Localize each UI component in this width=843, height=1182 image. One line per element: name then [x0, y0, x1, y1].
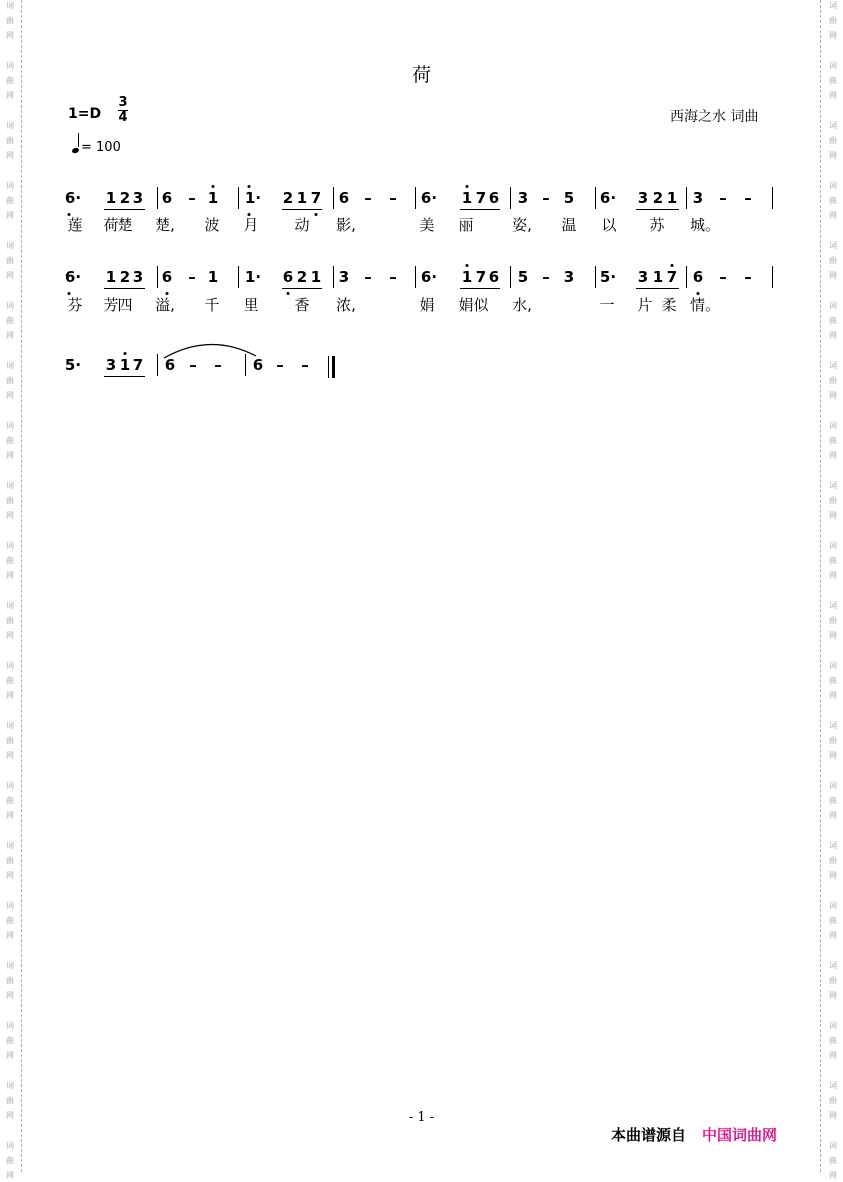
- lyric-char: 姿,: [512, 216, 532, 234]
- note: 2: [282, 189, 294, 207]
- watermark-char: 网: [6, 151, 14, 160]
- beam-underline: [460, 288, 500, 289]
- watermark-char: 网: [829, 331, 837, 340]
- watermark-char: 曲: [6, 256, 14, 265]
- lyric-char: 溢,: [155, 296, 175, 314]
- note: 1: [119, 356, 131, 374]
- note: 5: [563, 189, 575, 207]
- note: 1: [105, 268, 117, 286]
- barline: [772, 266, 773, 288]
- watermark-char: 网: [829, 811, 837, 820]
- note: 1: [207, 268, 219, 286]
- lyric-char: 莲: [67, 216, 83, 234]
- lyric-char: 娟: [458, 296, 474, 314]
- barline: [157, 187, 158, 209]
- watermark-char: 词: [6, 601, 14, 610]
- watermark-char: 词: [829, 1021, 837, 1030]
- watermark-char: 词: [6, 841, 14, 850]
- watermark-char: 曲: [829, 856, 837, 865]
- watermark-char: 网: [829, 571, 837, 580]
- watermark-char: 曲: [829, 736, 837, 745]
- note: 1: [666, 189, 678, 207]
- watermark-char: 曲: [6, 136, 14, 145]
- watermark-char: 曲: [6, 1156, 14, 1165]
- watermark-char: 词: [6, 421, 14, 430]
- watermark-char: 词: [6, 61, 14, 70]
- note: 6: [161, 189, 173, 207]
- note: –: [214, 356, 222, 374]
- lyric-char: 四: [117, 296, 133, 314]
- barline: [415, 187, 416, 209]
- watermark-char: 词: [829, 601, 837, 610]
- lyric-char: 香: [294, 296, 310, 314]
- note: 3: [563, 268, 575, 286]
- watermark-char: 曲: [6, 16, 14, 25]
- note: –: [364, 268, 372, 286]
- watermark-char: 曲: [6, 976, 14, 985]
- watermark-char: 词: [6, 1141, 14, 1150]
- watermark-char: 词: [829, 841, 837, 850]
- note: 3: [637, 189, 649, 207]
- watermark-char: 网: [6, 631, 14, 640]
- octave-high-dot: [466, 185, 469, 188]
- octave-high-dot: [212, 185, 215, 188]
- watermark-char: 网: [6, 391, 14, 400]
- watermark-char: 曲: [6, 556, 14, 565]
- watermark-char: 曲: [829, 616, 837, 625]
- watermark-char: 网: [6, 91, 14, 100]
- watermark-char: 曲: [829, 316, 837, 325]
- lyric-char: 柔: [661, 296, 677, 314]
- barline: [238, 187, 239, 209]
- note: 7: [475, 189, 487, 207]
- watermark-char: 网: [829, 91, 837, 100]
- watermark-char: 词: [6, 361, 14, 370]
- lyric-char: 以: [601, 216, 617, 234]
- lyric-char: 城。: [689, 216, 721, 234]
- barline: [157, 354, 158, 376]
- note: 5·: [64, 356, 82, 374]
- lyric-char: 浓,: [336, 296, 356, 314]
- lyric-char: 千: [204, 296, 220, 314]
- watermark-char: 词: [6, 1021, 14, 1030]
- source-credit: [611, 1124, 777, 1145]
- watermark-char: 曲: [6, 376, 14, 385]
- watermark-char: 曲: [829, 1096, 837, 1105]
- note: 6: [282, 268, 294, 286]
- watermark-char: 曲: [829, 436, 837, 445]
- note: 5·: [599, 268, 617, 286]
- watermark-char: 曲: [6, 676, 14, 685]
- watermark-char: 词: [6, 901, 14, 910]
- watermark-char: 网: [829, 511, 837, 520]
- note: 5: [517, 268, 529, 286]
- note: 1·: [244, 189, 262, 207]
- beam-underline: [104, 288, 145, 289]
- note: –: [188, 189, 196, 207]
- barline: [238, 266, 239, 288]
- time-signature: [117, 96, 129, 125]
- note: 3: [105, 356, 117, 374]
- watermark-char: 网: [6, 691, 14, 700]
- watermark-char: 网: [6, 511, 14, 520]
- watermark-char: 网: [829, 1171, 837, 1180]
- watermark-char: 词: [829, 1, 837, 10]
- lyric-char: 楚,: [155, 216, 175, 234]
- note: 1: [652, 268, 664, 286]
- watermark-char: 曲: [829, 916, 837, 925]
- lyric-char: 一: [599, 296, 615, 314]
- watermark-char: 词: [829, 301, 837, 310]
- watermark-char: 曲: [6, 316, 14, 325]
- watermark-char: 词: [829, 961, 837, 970]
- watermark-char: 曲: [829, 136, 837, 145]
- watermark-char: 词: [6, 301, 14, 310]
- note: 3: [637, 268, 649, 286]
- note: –: [301, 356, 309, 374]
- lyric-char: 情。: [689, 296, 721, 314]
- right-margin-line: [820, 0, 821, 1172]
- lyric-char: 月: [243, 216, 259, 234]
- watermark-char: 曲: [829, 16, 837, 25]
- lyric-char: 楚: [117, 216, 133, 234]
- barline: [510, 266, 511, 288]
- note: 6: [488, 268, 500, 286]
- barline: [333, 266, 334, 288]
- note: 1: [207, 189, 219, 207]
- watermark-char: 网: [6, 571, 14, 580]
- note: 3: [338, 268, 350, 286]
- note: 6: [164, 356, 176, 374]
- watermark-char: 网: [829, 631, 837, 640]
- key-signature: 1=D: [68, 106, 102, 122]
- page-number: - 1 -: [408, 1110, 435, 1125]
- watermark-char: 网: [829, 211, 837, 220]
- note: 6: [488, 189, 500, 207]
- watermark-char: 曲: [6, 796, 14, 805]
- note: –: [276, 356, 284, 374]
- barline: [595, 187, 596, 209]
- note: 3: [517, 189, 529, 207]
- watermark-char: 曲: [6, 436, 14, 445]
- note: –: [719, 189, 727, 207]
- barline: [686, 266, 687, 288]
- lyric-char: 波: [204, 216, 220, 234]
- watermark-char: 网: [6, 31, 14, 40]
- watermark-char: 曲: [6, 1096, 14, 1105]
- lyric-char: 片: [637, 296, 653, 314]
- lyric-char: 苏: [649, 216, 665, 234]
- note: 3: [692, 189, 704, 207]
- author-credit: 西海之水 词曲: [670, 109, 759, 125]
- lyric-char: 丽: [458, 216, 474, 234]
- barline: [510, 187, 511, 209]
- lyric-char: 影,: [336, 216, 356, 234]
- lyric-char: 水,: [512, 296, 532, 314]
- beam-underline: [104, 209, 145, 210]
- octave-low-dot: [315, 213, 318, 216]
- beam-underline: [460, 209, 500, 210]
- note: 6: [252, 356, 264, 374]
- beam-underline: [104, 376, 145, 377]
- watermark-char: 词: [6, 1, 14, 10]
- octave-low-dot: [68, 292, 71, 295]
- watermark-char: 网: [6, 751, 14, 760]
- note: 2: [119, 189, 131, 207]
- watermark-char: 词: [6, 721, 14, 730]
- watermark-char: 词: [6, 961, 14, 970]
- watermark-char: 网: [6, 331, 14, 340]
- watermark-char: 曲: [6, 196, 14, 205]
- lyric-char: 芳: [103, 296, 119, 314]
- watermark-char: 词: [6, 481, 14, 490]
- note: 1: [310, 268, 322, 286]
- watermark-char: 网: [6, 871, 14, 880]
- watermark-char: 曲: [829, 1036, 837, 1045]
- barline: [415, 266, 416, 288]
- note: 1·: [244, 268, 262, 286]
- barline: [595, 266, 596, 288]
- watermark-char: 曲: [829, 256, 837, 265]
- octave-high-dot: [124, 352, 127, 355]
- beam-underline: [282, 288, 322, 289]
- watermark-char: 曲: [829, 196, 837, 205]
- watermark-char: 网: [6, 931, 14, 940]
- lyric-char: 似: [473, 296, 489, 314]
- watermark-char: 网: [829, 31, 837, 40]
- note: 6·: [64, 189, 82, 207]
- watermark-char: 词: [6, 661, 14, 670]
- left-margin-line: [21, 0, 22, 1172]
- watermark-char: 网: [829, 751, 837, 760]
- note: 2: [119, 268, 131, 286]
- watermark-char: 词: [829, 361, 837, 370]
- tempo-mark: [72, 140, 121, 155]
- watermark-char: 词: [829, 241, 837, 250]
- watermark-char: 网: [6, 1051, 14, 1060]
- watermark-char: 词: [829, 1081, 837, 1090]
- watermark-char: 网: [829, 451, 837, 460]
- song-title: 荷: [411, 64, 431, 86]
- note: –: [189, 356, 197, 374]
- note: –: [542, 189, 550, 207]
- octave-low-dot: [166, 292, 169, 295]
- lyric-char: 荷: [103, 216, 119, 234]
- note: 2: [652, 189, 664, 207]
- note: 6: [692, 268, 704, 286]
- note: 1: [296, 189, 308, 207]
- watermark-char: 曲: [829, 76, 837, 85]
- watermark-char: 曲: [6, 496, 14, 505]
- watermark-char: 词: [829, 781, 837, 790]
- lyric-char: 温: [561, 216, 577, 234]
- slur-mark: [160, 338, 260, 360]
- watermark-char: 词: [829, 61, 837, 70]
- watermark-char: 曲: [6, 76, 14, 85]
- note: 7: [132, 356, 144, 374]
- note: 6: [338, 189, 350, 207]
- beam-underline: [636, 288, 679, 289]
- note: 6·: [420, 268, 438, 286]
- watermark-char: 曲: [6, 736, 14, 745]
- lyric-char: 芬: [67, 296, 83, 314]
- watermark-char: 曲: [6, 616, 14, 625]
- watermark-char: 网: [6, 1171, 14, 1180]
- barline: [333, 187, 334, 209]
- watermark-char: 曲: [6, 916, 14, 925]
- note: –: [744, 189, 752, 207]
- beam-underline: [282, 209, 322, 210]
- barline: [157, 266, 158, 288]
- lyric-char: 娟: [419, 296, 435, 314]
- watermark-char: 词: [6, 1081, 14, 1090]
- note: 6·: [64, 268, 82, 286]
- barline: [772, 187, 773, 209]
- watermark-char: 词: [829, 181, 837, 190]
- watermark-char: 网: [6, 991, 14, 1000]
- watermark-char: 网: [829, 1051, 837, 1060]
- watermark-char: 词: [829, 121, 837, 130]
- note: 3: [132, 189, 144, 207]
- watermark-char: 词: [829, 421, 837, 430]
- note: 1: [105, 189, 117, 207]
- watermark-char: 词: [829, 721, 837, 730]
- watermark-char: 网: [6, 271, 14, 280]
- note: –: [389, 189, 397, 207]
- octave-low-dot: [287, 292, 290, 295]
- time-denominator: 4: [118, 110, 128, 125]
- watermark-char: 网: [6, 811, 14, 820]
- lyric-char: 里: [243, 296, 259, 314]
- note: 6: [161, 268, 173, 286]
- octave-high-dot: [466, 264, 469, 267]
- watermark-char: 网: [829, 1111, 837, 1120]
- barline: [686, 187, 687, 209]
- watermark-char: 词: [829, 1141, 837, 1150]
- watermark-char: 网: [6, 451, 14, 460]
- watermark-char: 曲: [829, 1156, 837, 1165]
- watermark-char: 网: [6, 211, 14, 220]
- watermark-char: 词: [829, 901, 837, 910]
- watermark-char: 曲: [829, 376, 837, 385]
- watermark-char: 词: [829, 661, 837, 670]
- note: 6·: [599, 189, 617, 207]
- watermark-char: 网: [829, 991, 837, 1000]
- watermark-char: 网: [829, 931, 837, 940]
- watermark-char: 网: [829, 871, 837, 880]
- watermark-char: 网: [829, 151, 837, 160]
- octave-high-dot: [248, 185, 251, 188]
- watermark-char: 词: [6, 121, 14, 130]
- watermark-char: 词: [6, 241, 14, 250]
- source-brand: 中国词曲网: [702, 1126, 778, 1144]
- watermark-char: 曲: [829, 796, 837, 805]
- watermark-char: 曲: [6, 856, 14, 865]
- source-label: 本曲谱源自: [611, 1126, 687, 1144]
- note: –: [389, 268, 397, 286]
- watermark-char: 词: [6, 181, 14, 190]
- watermark-char: 曲: [829, 676, 837, 685]
- note: –: [744, 268, 752, 286]
- note: 7: [475, 268, 487, 286]
- octave-low-dot: [697, 292, 700, 295]
- time-numerator: 3: [118, 95, 128, 110]
- quarter-note-icon: [71, 147, 79, 154]
- lyric-char: 动: [294, 216, 310, 234]
- lyric-char: 美: [419, 216, 435, 234]
- watermark-char: 曲: [6, 1036, 14, 1045]
- note: 7: [666, 268, 678, 286]
- note: 1: [461, 189, 473, 207]
- watermark-char: 网: [829, 271, 837, 280]
- note: 7: [310, 189, 322, 207]
- watermark-char: 曲: [829, 976, 837, 985]
- watermark-char: 曲: [829, 496, 837, 505]
- watermark-char: 词: [829, 541, 837, 550]
- note: 2: [296, 268, 308, 286]
- note: 6·: [420, 189, 438, 207]
- note: –: [542, 268, 550, 286]
- watermark-char: 网: [829, 691, 837, 700]
- watermark-char: 词: [829, 481, 837, 490]
- watermark-char: 词: [6, 541, 14, 550]
- watermark-char: 词: [6, 781, 14, 790]
- watermark-char: 网: [829, 391, 837, 400]
- beam-underline: [636, 209, 679, 210]
- note: –: [188, 268, 196, 286]
- note: 1: [461, 268, 473, 286]
- watermark-char: 曲: [829, 556, 837, 565]
- tempo-value: = 100: [81, 140, 121, 155]
- note: –: [719, 268, 727, 286]
- octave-high-dot: [671, 264, 674, 267]
- watermark-char: 网: [6, 1111, 14, 1120]
- note: 3: [132, 268, 144, 286]
- note: –: [364, 189, 372, 207]
